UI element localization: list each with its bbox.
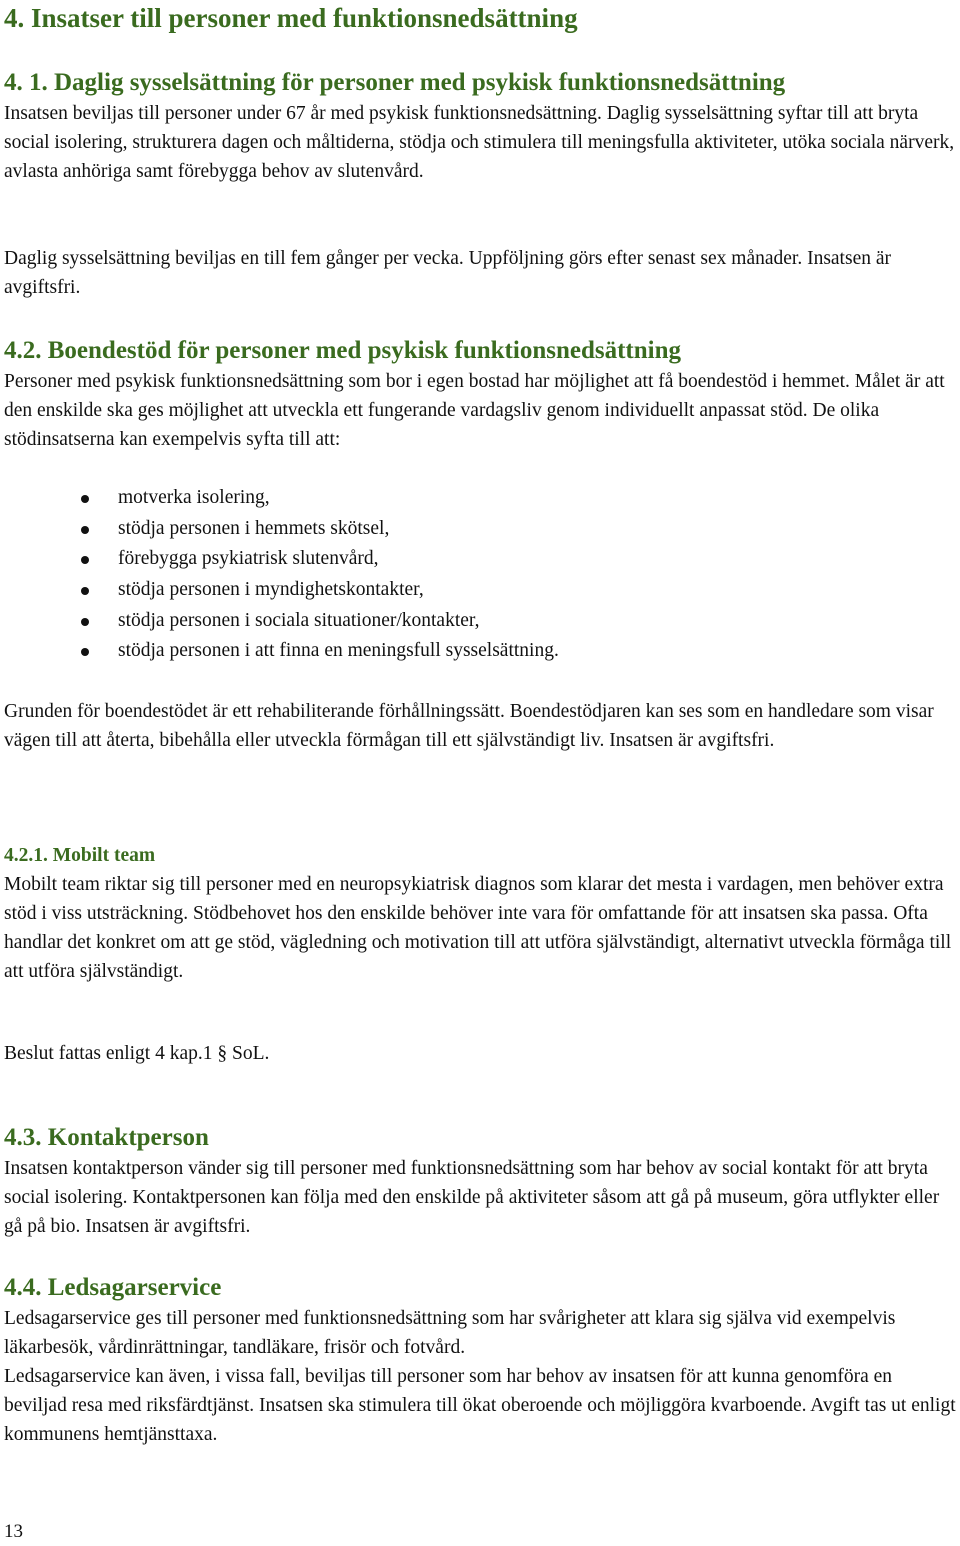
bullet-icon (81, 587, 89, 595)
section-4-2 (4, 334, 956, 454)
list-item: motverka isolering, (4, 483, 956, 514)
bullet-icon (81, 618, 89, 626)
paragraph: Ledsagarservice ges till personer med funktionsnedsättning som har svårigheter att klara sig själva vid exempelvis läkarbesök, vårdinrättningar, tandläkare, frisör och fotvård. (4, 1308, 896, 1358)
bullet-icon (81, 648, 89, 656)
bullet-icon (81, 526, 89, 534)
bullet-icon (81, 495, 89, 503)
section-4-4 (4, 1271, 956, 1449)
section-4-1-followup (4, 244, 956, 302)
paragraph: Grunden för boendestödet är ett rehabiliterande förhållningssätt. Boendestödjaren kan ses som en handledare som visar vägen till att återta, bibehålla eller utveckla förmågan till ett självständigt liv. Insatsen är avgiftsfri. (4, 701, 934, 751)
paragraph: Daglig sysselsättning beviljas en till fem gånger per vecka. Uppföljning görs efter senast sex månader. Insatsen är avgiftsfri. (4, 248, 891, 298)
list-item: förebygga psykiatrisk slutenvård, (4, 544, 956, 575)
section-4-1 (4, 66, 956, 186)
paragraph: Mobilt team riktar sig till personer med en neuropsykiatrisk diagnos som klarar det mesta i vardagen, men behöver extra stöd i viss utsträckning. Stödbehovet hos den enskilde behöver inte vara för omfattande för att insatsen ska passa. Ofta handlar det konkret om att ge stöd, vägledning och motivation till att utföra självständigt, alternativt utveckla förmåga till att utföra självständigt. (4, 874, 952, 982)
paragraph: Ledsagarservice kan även, i vissa fall, beviljas till personer som har behov av insatsen för att kunna genomföra en beviljad resa med riksfärdtjänst. Insatsen ska stimulera till ökat oberoende och möjliggöra kvarboende. Avgift tas ut enligt kommunens hemtjänsttaxa. (4, 1366, 956, 1445)
list-item: stödja personen i sociala situationer/kontakter, (4, 606, 956, 637)
list-item: stödja personen i myndighetskontakter, (4, 575, 956, 606)
paragraph: Beslut fattas enligt 4 kap.1 § SoL. (4, 1043, 270, 1064)
page-number: 13 (4, 1521, 23, 1542)
section-heading-4-2-1: 4.2.1. Mobilt team (4, 845, 156, 866)
legal-reference (4, 1039, 956, 1068)
list-item: stödja personen i hemmets skötsel, (4, 514, 956, 545)
list-item: stödja personen i att finna en meningsfull sysselsättning. (4, 636, 956, 667)
chapter-heading: 4. Insatser till personer med funktionsnedsättning (4, 3, 578, 33)
section-heading-4-1: 4. 1. Daglig sysselsättning för personer med psykisk funktionsnedsättning (4, 69, 786, 96)
section-heading-4-3: 4.3. Kontaktperson (4, 1124, 209, 1151)
paragraph: Insatsen kontaktperson vänder sig till personer med funktionsnedsättning som har behov av social kontakt för att bryta social isolering. Kontaktpersonen kan följa med den enskilde på aktiviteter såsom att gå på museum, göra utflykter eller gå på bio. Insatsen är avgiftsfri. (4, 1158, 940, 1237)
section-heading-4-4: 4.4. Ledsagarservice (4, 1274, 222, 1301)
bullet-icon (81, 556, 89, 564)
section-4-3 (4, 1121, 956, 1241)
section-heading-4-2: 4.2. Boendestöd för personer med psykisk funktionsnedsättning (4, 337, 681, 364)
bullet-list (4, 483, 956, 667)
section-4-2-1 (4, 841, 956, 986)
paragraph: Personer med psykisk funktionsnedsättning som bor i egen bostad har möjlighet att få boendestöd i hemmet. Målet är att den enskilde ska ges möjlighet att utveckla ett fungerande vardagsliv genom individuellt anpassat stöd. De olika stödinsatserna kan exempelvis syfta till att: (4, 371, 945, 450)
paragraph: Insatsen beviljas till personer under 67 år med psykisk funktionsnedsättning. Daglig sysselsättning syftar till att bryta social isolering, strukturera dagen och måltiderna, stödja och stimulera till meningsfulla aktiviteter, utöka sociala närverk, avlasta anhöriga samt förebygga behov av slutenvård. (4, 103, 955, 182)
section-4-2-closing (4, 697, 956, 755)
